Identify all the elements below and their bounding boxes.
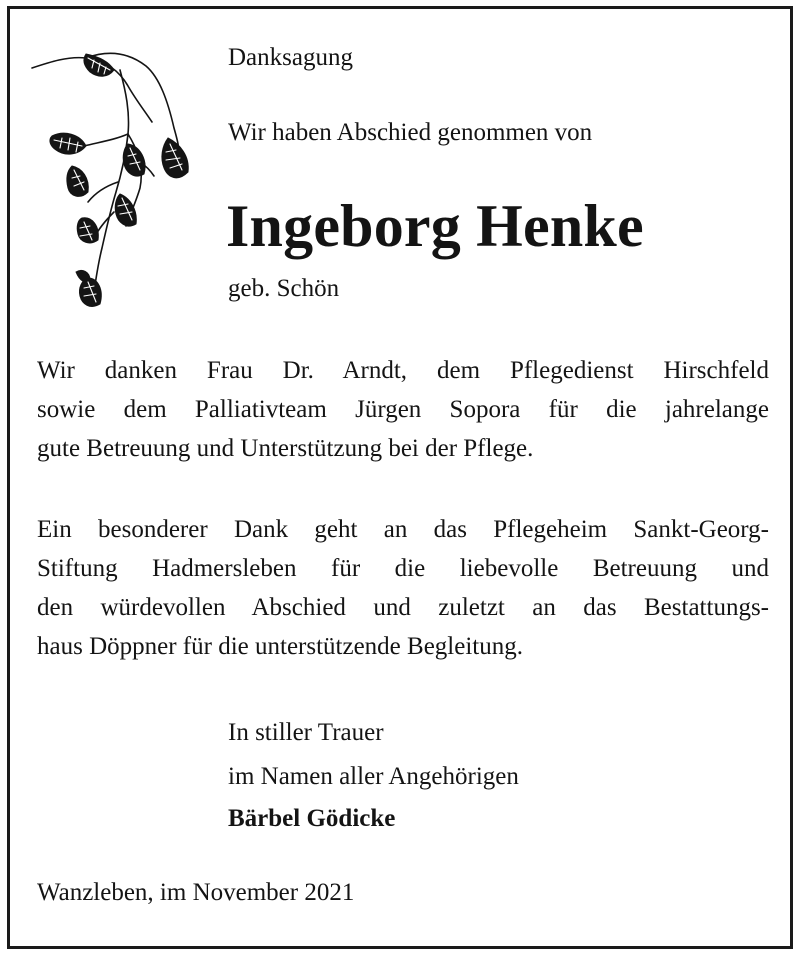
paragraph-line: den würdevollen Abschied und zuletzt an das Bestattungs-	[37, 594, 769, 621]
place-date: Wanzleben, im November 2021	[37, 879, 355, 906]
maiden-name: geb. Schön	[228, 275, 340, 302]
notice-heading: Danksagung	[228, 44, 353, 71]
signer-name: Bärbel Gödicke	[228, 805, 396, 832]
paragraph-line: haus Döppner für die unterstützende Begleitung.	[37, 633, 523, 660]
paragraph-line: Stiftung Hadmersleben für die liebevolle Betreuung und	[37, 555, 769, 582]
paragraph-line: sowie dem Palliativteam Jürgen Sopora für die jahrelange	[37, 396, 769, 423]
deceased-name: Ingeborg Henke	[226, 193, 644, 259]
notice-intro: Wir haben Abschied genommen von	[228, 119, 593, 146]
paragraph-line: gute Betreuung und Unterstützung bei der Pflege.	[37, 435, 534, 462]
paragraph-line: Ein besonderer Dank geht an das Pflegeheim Sankt-Georg-	[37, 516, 769, 543]
mourning-line: In stiller Trauer	[228, 719, 384, 746]
birch-branch-icon	[28, 42, 203, 322]
thanks-paragraph-1	[37, 351, 769, 468]
paragraph-line: Wir danken Frau Dr. Arndt, dem Pflegedienst Hirschfeld	[37, 357, 769, 384]
thanks-paragraph-2	[37, 510, 769, 666]
family-line: im Namen aller Angehörigen	[228, 763, 519, 790]
